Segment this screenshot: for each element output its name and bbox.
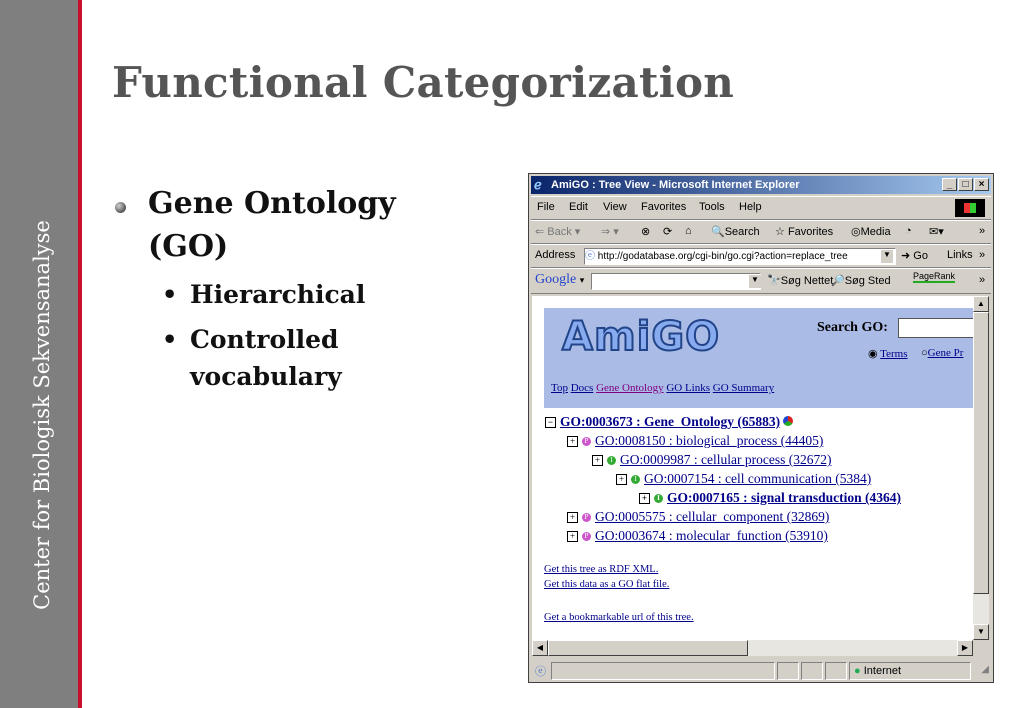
side-band-text: Center for Biologisk Sekvensanalyse: [30, 220, 54, 610]
amigo-header: [544, 308, 973, 408]
horizontal-scroll-thumb[interactable]: [548, 640, 748, 656]
mail-icon[interactable]: ✉▾: [929, 226, 944, 238]
address-dropdown-icon[interactable]: ▼: [881, 250, 893, 263]
amigo-logo: AmiGO: [562, 314, 721, 360]
links-button[interactable]: Links: [947, 249, 973, 261]
is-a-marker-icon: I: [607, 456, 616, 465]
vertical-scrollbar[interactable]: [973, 296, 989, 640]
ie-icon: ℯ: [534, 177, 542, 192]
nav-gene-ontology[interactable]: Gene Ontology: [596, 382, 664, 394]
site-search-icon: 🔎: [831, 275, 845, 287]
menu-edit[interactable]: Edit: [569, 201, 588, 213]
menu-view[interactable]: View: [603, 201, 627, 213]
page-content: [532, 296, 973, 640]
maximize-button[interactable]: □: [958, 178, 973, 191]
status-pane: [801, 662, 823, 680]
vertical-scroll-thumb[interactable]: [973, 312, 989, 594]
close-button[interactable]: ×: [974, 178, 989, 191]
windows-logo-icon: [955, 199, 985, 217]
search-go-input[interactable]: [898, 318, 973, 338]
search-site-button[interactable]: 🔎Søg Sted: [831, 275, 891, 287]
scroll-up-icon[interactable]: ▲: [973, 296, 989, 312]
slide-title: Functional Categorization: [112, 58, 735, 107]
google-search-dropdown-icon[interactable]: ▼: [749, 275, 761, 288]
tree-node[interactable]: + P GO:0005575 : cellular_component (32869): [567, 509, 829, 525]
sub-bullet-controlled: Controlled: [190, 325, 339, 354]
menu-bar: [531, 196, 991, 220]
nav-go-links[interactable]: GO Links: [666, 382, 711, 394]
expand-icon[interactable]: +: [567, 512, 578, 523]
radio-empty-icon: ○: [921, 347, 928, 359]
menu-help[interactable]: Help: [739, 201, 762, 213]
amigo-nav: [551, 382, 774, 394]
sub-bullet-hierarchical: Hierarchical: [190, 280, 366, 309]
bullet-line-2: (GO): [148, 229, 229, 264]
process-marker-icon: P: [582, 437, 591, 446]
nav-top[interactable]: Top: [551, 382, 568, 394]
stop-icon[interactable]: ⊗: [641, 226, 651, 238]
window-title: AmiGO : Tree View - Microsoft Internet Explorer: [551, 179, 800, 191]
zone-label: Internet: [863, 665, 902, 677]
tree-node-selected[interactable]: + I GO:0007165 : signal transduction (4364): [639, 490, 901, 506]
search-button[interactable]: 🔍Search: [711, 226, 760, 238]
address-label: Address: [535, 249, 576, 261]
links-chevron-icon[interactable]: »: [979, 249, 986, 261]
google-more-chevron-icon[interactable]: »: [979, 274, 986, 286]
page-status-icon: ⓔ: [535, 666, 546, 678]
menu-file[interactable]: File: [537, 201, 555, 213]
media-button[interactable]: ◎Media: [851, 226, 891, 238]
bullet-line-1: Gene Ontology: [148, 186, 396, 221]
sub-bullet-icon: •: [162, 325, 178, 354]
expand-icon[interactable]: +: [592, 455, 603, 466]
tree-node-root[interactable]: − GO:0003673 : Gene_Ontology (65883): [545, 414, 793, 430]
favorites-button[interactable]: ☆ Favorites: [775, 226, 834, 238]
collapse-icon[interactable]: −: [545, 417, 556, 428]
go-button[interactable]: ➜ Go: [901, 250, 928, 262]
search-icon: 🔍: [711, 226, 725, 238]
nav-docs[interactable]: Docs: [570, 382, 594, 394]
media-icon: ◎: [851, 226, 861, 238]
forward-arrow-icon: ⇒: [601, 226, 611, 238]
scroll-right-icon[interactable]: ▶: [957, 640, 973, 656]
tree-node[interactable]: + P GO:0003674 : molecular_function (53910): [567, 528, 828, 544]
tree-node[interactable]: + I GO:0007154 : cell communication (5384): [616, 471, 871, 487]
rdf-xml-link[interactable]: Get this tree as RDF XML.: [544, 564, 659, 575]
address-bar: [531, 244, 991, 268]
google-toolbar: [531, 268, 991, 294]
status-pane: [551, 662, 775, 680]
menu-tools[interactable]: Tools: [699, 201, 725, 213]
zone-pane: [849, 662, 971, 680]
bullet-dot-icon: [115, 202, 126, 213]
scroll-left-icon[interactable]: ◀: [532, 640, 548, 656]
expand-icon[interactable]: +: [639, 493, 650, 504]
window-title-bar: [531, 176, 991, 194]
browser-window: [528, 173, 994, 683]
process-marker-icon: P: [582, 513, 591, 522]
status-bar: [531, 660, 991, 680]
radio-terms[interactable]: ◉ Terms: [868, 348, 908, 360]
google-logo[interactable]: Google ▾: [535, 272, 585, 287]
search-go-label: Search GO:: [817, 320, 888, 335]
is-a-marker-icon: I: [654, 494, 663, 503]
forward-button[interactable]: ⇒ ▾: [601, 226, 619, 238]
go-arrow-icon: ➜: [901, 250, 911, 262]
history-icon[interactable]: ◔: [905, 225, 912, 237]
menu-favorites[interactable]: Favorites: [641, 201, 687, 213]
is-a-marker-icon: I: [631, 475, 640, 484]
address-input[interactable]: ⓔ http://godatabase.org/cgi-bin/go.cgi?action=replace_tree: [584, 248, 896, 265]
favorites-icon: ☆: [775, 226, 785, 238]
tree-node[interactable]: + I GO:0009987 : cellular process (32672): [592, 452, 831, 468]
expand-icon[interactable]: +: [567, 436, 578, 447]
back-arrow-icon: ⇐: [535, 226, 548, 238]
process-marker-icon: P: [582, 532, 591, 541]
tree-node[interactable]: + P GO:0008150 : biological_process (44405): [567, 433, 823, 449]
go-ball-icon: [783, 416, 793, 426]
home-icon[interactable]: ⌂: [685, 225, 692, 237]
more-chevron-icon[interactable]: »: [979, 225, 986, 237]
sub-bullet-icon: •: [162, 280, 178, 309]
refresh-icon[interactable]: ⟳: [663, 226, 673, 238]
nav-go-summary[interactable]: GO Summary: [712, 382, 775, 394]
radio-selected-icon: ◉: [868, 348, 878, 360]
pagerank-label: PageRank: [913, 271, 956, 281]
search-web-button[interactable]: 🔭Søg Nettet: [767, 275, 834, 287]
flat-file-link[interactable]: Get this data as a GO flat file.: [544, 579, 670, 590]
horizontal-scrollbar[interactable]: [532, 640, 973, 656]
sub-bullet-vocabulary: vocabulary: [190, 362, 342, 391]
back-button[interactable]: ⇐ Back ▾: [535, 226, 581, 238]
google-search-input[interactable]: [591, 273, 761, 290]
bookmark-url-link[interactable]: Get a bookmarkable url of this tree.: [544, 612, 694, 623]
side-accent-line: [78, 0, 82, 708]
scroll-corner: [973, 640, 989, 656]
radio-gene-products[interactable]: ○Gene Pr: [921, 347, 964, 359]
globe-icon: ●: [854, 665, 861, 677]
status-pane: [825, 662, 847, 680]
standard-toolbar: [531, 220, 991, 244]
binoculars-icon: 🔭: [767, 275, 781, 287]
expand-icon[interactable]: +: [567, 531, 578, 542]
resize-grip-icon[interactable]: ◢: [981, 664, 989, 675]
page-icon: ⓔ: [585, 251, 598, 262]
minimize-button[interactable]: _: [942, 178, 957, 191]
expand-icon[interactable]: +: [616, 474, 627, 485]
status-pane: [777, 662, 799, 680]
scroll-down-icon[interactable]: ▼: [973, 624, 989, 640]
